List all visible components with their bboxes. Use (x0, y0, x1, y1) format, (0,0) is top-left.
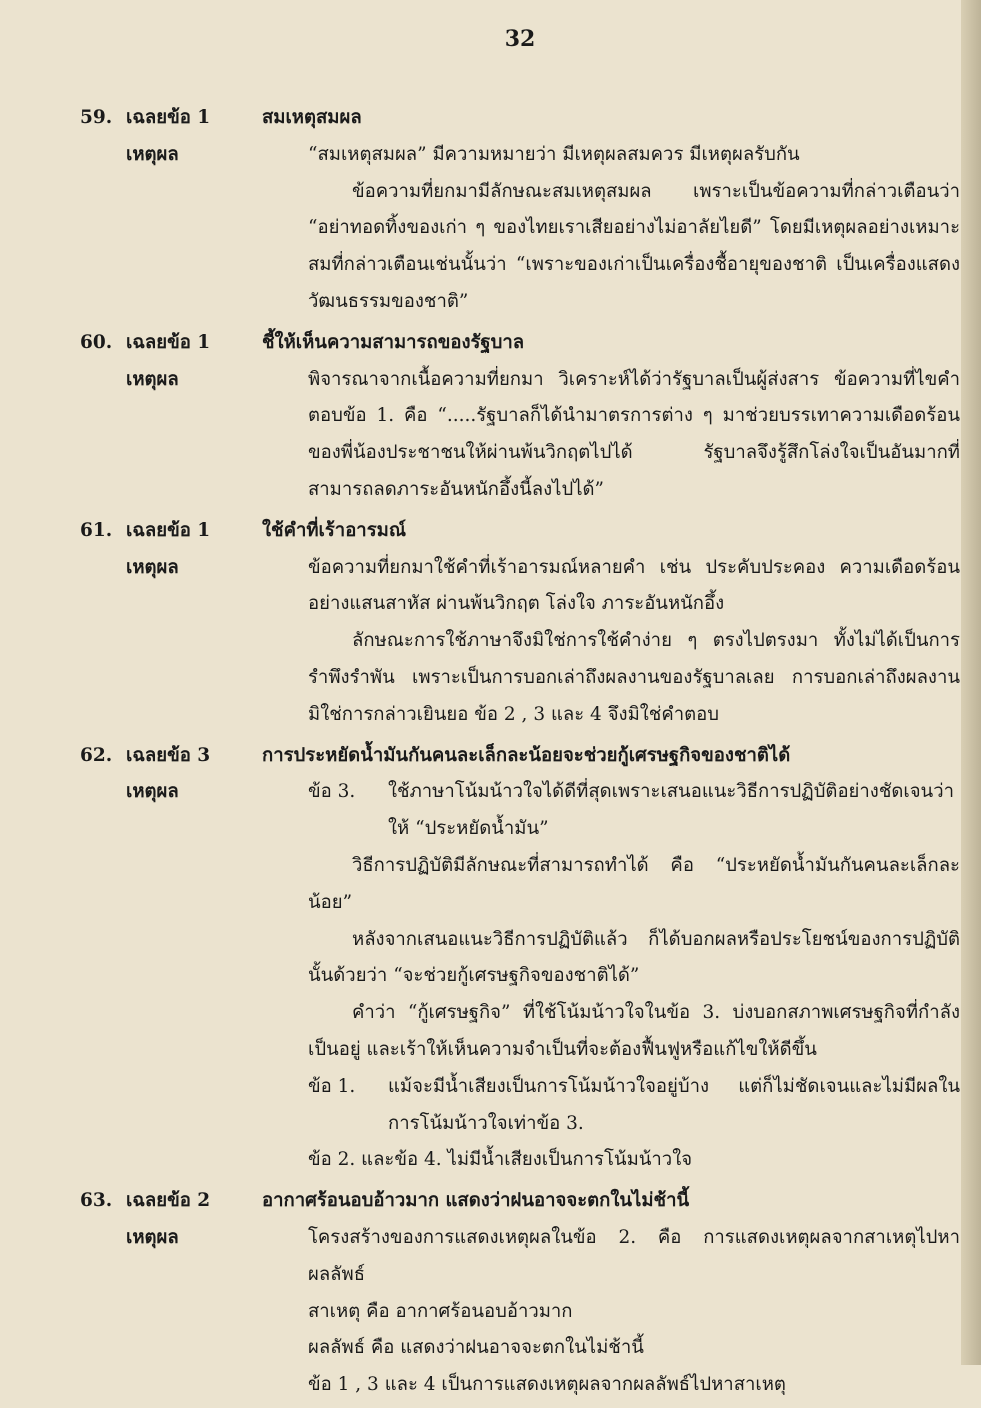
reason-label: เหตุผล (126, 368, 179, 390)
choice-explanation (308, 774, 960, 848)
answer-label (80, 100, 262, 137)
answer-heading: ชี้ให้เห็นความสามารถของรัฐบาล (262, 331, 525, 353)
answer-heading: อากาศร้อนอบอ้าวมาก แสดงว่าฝนอาจจะตกในไม่ช้านี้ (262, 1190, 690, 1212)
answer-heading: สมเหตุสมผล (262, 107, 362, 128)
reason-paragraph: ข้อ 1 , 3 และ 4 เป็นการแสดงเหตุผลจากผลลัพธ์ไปหาสาเหตุ (308, 1374, 786, 1396)
reason-paragraph: ข้อ 2. และข้อ 4. ไม่มีน้ำเสียงเป็นการโน้มน้าวใจ (308, 1149, 693, 1171)
reason-paragraph: ลักษณะการใช้ภาษาจึงมิใช่การใช้คำง่าย ๆ ตรงไปตรงมา ทั้งไม่ได้เป็นการรำพึงรำพัน เพราะเป็นการบอกเล่าถึงผลงานของรัฐบาลเลย การบอกเล่าถึงผลงานมิใช่การกล่าวเยินยอ ข้อ 2 , 3 และ 4 จึงมิใช่คำตอบ (308, 630, 960, 725)
answer-label (80, 513, 262, 550)
choice-explanation (308, 1069, 960, 1143)
item-number: 62. (80, 744, 113, 766)
answer-choice: เฉลยข้อ 1 (126, 331, 211, 353)
reason-paragraph: พิจารณาจากเนื้อความที่ยกมา วิเคราะห์ได้ว่ารัฐบาลเป็นผู้ส่งสาร ข้อความที่ไขคำตอบข้อ 1. คือ “.....รัฐบาลก็ได้นำมาตรการต่าง ๆ มาช่วยบรรเทาความเดือดร้อนของพี่น้องประชาชนให้ผ่านพ้นวิกฤตไปได้ รัฐบาลจึงรู้สึกโล่งใจเป็นอันมากที่สามารถลดภาระอันหนักอึ้งนี้ลงไปได้” (308, 368, 960, 500)
reason-paragraph: สาเหตุ คือ อากาศร้อนอบอ้าวมาก (308, 1300, 573, 1322)
answer-key-content (80, 100, 960, 1408)
reason-paragraph: หลังจากเสนอแนะวิธีการปฏิบัติแล้ว ก็ได้บอกผลหรือประโยชน์ของการปฏิบัตินั้นด้วยว่า “จะช่วยกู้เศรษฐกิจของชาติได้” (308, 928, 960, 987)
answer-label (80, 738, 262, 775)
answer-choice: เฉลยข้อ 2 (126, 1190, 211, 1212)
answer-choice: เฉลยข้อ 1 (126, 107, 211, 128)
choice-key: ข้อ 1. (308, 1075, 356, 1097)
answer-item-61 (80, 513, 960, 734)
answer-item-59 (80, 100, 960, 321)
reason-label: เหตุผล (126, 781, 179, 803)
answer-label (80, 325, 262, 362)
answer-heading: ใช้คำที่เร้าอารมณ์ (262, 519, 406, 541)
reason-paragraph: ข้อความที่ยกมามีลักษณะสมเหตุสมผล เพราะเป็นข้อความที่กล่าวเตือนว่า “อย่าทอดทิ้งของเก่า ๆ ของไทยเราเสียอย่างไม่อาลัยไยดี” โดยมีเหตุผลอย่างเหมาะสมที่กล่าวเตือนเช่นนั้นว่า “เพราะของเก่าเป็นเครื่องชื้อายุของชาติ เป็นเครื่องแสดงวัฒนธรรมของชาติ” (308, 180, 960, 312)
item-number: 59. (80, 107, 113, 128)
page-number: 32 (504, 26, 536, 52)
answer-label (80, 1183, 262, 1220)
answer-item-63 (80, 1183, 960, 1404)
item-number: 61. (80, 519, 113, 541)
reason-paragraph: “สมเหตุสมผล” มีความหมายว่า มีเหตุผลสมควร มีเหตุผลรับกัน (308, 143, 800, 165)
answer-heading: การประหยัดน้ำมันกันคนละเล็กละน้อยจะช่วยกู้เศรษฐกิจของชาติได้ (262, 744, 791, 766)
answer-item-62 (80, 738, 960, 1180)
choice-key: ข้อ 3. (308, 781, 356, 803)
reason-label: เหตุผล (126, 1226, 179, 1248)
reason-paragraph: ข้อความที่ยกมาใช้คำที่เร้าอารมณ์หลายคำ เช่น ประคับประคอง ความเดือดร้อนอย่างแสนสาหัส ผ่านพ้นวิกฤต โล่งใจ ภาระอันหนักอึ้ง (308, 556, 960, 615)
item-number: 63. (80, 1190, 113, 1212)
answer-item-60 (80, 325, 960, 509)
reason-paragraph: โครงสร้างของการแสดงเหตุผลในข้อ 2. คือ การแสดงเหตุผลจากสาเหตุไปหาผลลัพธ์ (308, 1226, 960, 1285)
answer-choice: เฉลยข้อ 1 (126, 519, 211, 541)
reason-paragraph: ผลลัพธ์ คือ แสดงว่าฝนอาจจะตกในไม่ช้านี้ (308, 1337, 644, 1359)
answer-choice: เฉลยข้อ 3 (126, 744, 211, 766)
choice-text: แม้จะมีน้ำเสียงเป็นการโน้มน้าวใจอยู่บ้าง แต่ก็ไม่ชัดเจนและไม่มีผลในการโน้มน้าวใจเท่าข้อ 3. (388, 1075, 960, 1134)
page-edge-shadow (961, 0, 981, 1365)
item-number: 60. (80, 331, 113, 353)
reason-label: เหตุผล (126, 556, 179, 578)
choice-text: ใช้ภาษาโน้มน้าวใจได้ดีที่สุดเพราะเสนอแนะวิธีการปฏิบัติอย่างชัดเจนว่าให้ “ประหยัดน้ำมัน” (388, 781, 954, 840)
reason-paragraph: คำว่า “กู้เศรษฐกิจ” ที่ใช้โน้มน้าวใจในข้อ 3. บ่งบอกสภาพเศรษฐกิจที่กำลังเป็นอยู่ และเร้าให้เห็นความจำเป็นที่จะต้องฟื้นฟูหรือแก้ไขให้ดีขึ้น (308, 1002, 960, 1060)
reason-label: เหตุผล (126, 143, 179, 165)
reason-paragraph: วิธีการปฏิบัติมีลักษณะที่สามารถทำได้ คือ “ประหยัดน้ำมันกันคนละเล็กละน้อย” (308, 854, 960, 913)
